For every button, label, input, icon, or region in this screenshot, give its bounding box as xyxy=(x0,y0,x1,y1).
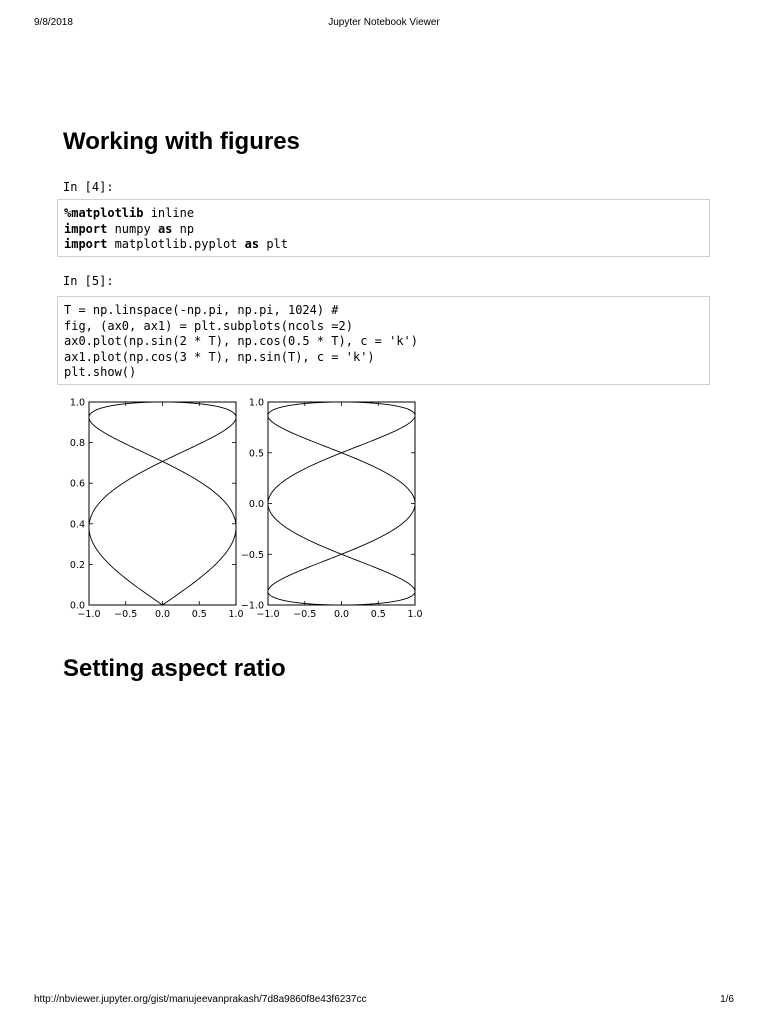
y-tick-label: 1.0 xyxy=(69,397,85,409)
code-text: np xyxy=(172,221,195,236)
x-tick-label: −1.0 xyxy=(77,609,101,620)
cell-prompt-in-5: In [5]: xyxy=(63,274,114,288)
x-tick-label: 1.0 xyxy=(407,609,423,620)
code-cell-5[interactable] xyxy=(57,296,710,385)
code-text: T = np.linspace(-np.pi, np.pi, 1024) # xyxy=(64,303,339,317)
code-line xyxy=(64,222,709,238)
code-line xyxy=(64,206,709,222)
y-tick-label: 0.5 xyxy=(248,448,264,460)
code-keyword: import xyxy=(64,237,108,251)
code-text: inline xyxy=(143,206,195,220)
code-keyword: %matplotlib xyxy=(64,206,144,220)
code-text: ax0.plot(np.sin(2 * T), np.cos(0.5 * T), c = 'k') xyxy=(64,334,419,348)
print-footer xyxy=(0,994,768,1008)
y-tick-label: −1.0 xyxy=(240,600,264,612)
code-line xyxy=(64,319,709,335)
axes-frame xyxy=(89,402,236,605)
code-line xyxy=(64,365,709,381)
heading-working-with-figures: Working with figures xyxy=(63,128,300,155)
print-date: 9/8/2018 xyxy=(34,17,73,28)
code-text: fig, (ax0, ax1) = plt.subplots(ncols =2) xyxy=(64,318,353,333)
series-line xyxy=(268,402,415,605)
x-tick-label: 1.0 xyxy=(228,609,244,620)
subplot-left xyxy=(70,398,244,621)
x-tick-label: −0.5 xyxy=(114,609,138,620)
heading-setting-aspect-ratio: Setting aspect ratio xyxy=(63,655,286,682)
y-tick-label: −0.5 xyxy=(240,549,264,561)
y-tick-label: 0.8 xyxy=(69,438,85,450)
code-text: plt xyxy=(259,237,288,251)
subplot-right xyxy=(241,398,423,621)
figure-output xyxy=(60,392,430,624)
code-line xyxy=(64,334,709,350)
y-tick-label: 0.6 xyxy=(69,478,85,490)
code-line xyxy=(64,237,709,253)
print-title: Jupyter Notebook Viewer xyxy=(328,17,440,28)
x-tick-label: −1.0 xyxy=(256,609,280,620)
x-tick-label: −0.5 xyxy=(293,609,317,620)
y-tick-label: 0.4 xyxy=(69,519,85,531)
y-tick-label: 1.0 xyxy=(248,397,264,409)
code-keyword: as xyxy=(157,221,173,236)
code-line xyxy=(64,303,709,319)
code-text: matplotlib.pyplot xyxy=(107,237,245,251)
x-tick-label: 0.5 xyxy=(370,609,386,620)
code-text: numpy xyxy=(107,221,158,236)
y-tick-label: 0.0 xyxy=(69,600,85,612)
print-header xyxy=(0,17,768,31)
code-text: plt.show() xyxy=(64,365,137,379)
code-cell-4[interactable] xyxy=(57,199,710,257)
x-tick-label: 0.0 xyxy=(333,609,350,620)
x-tick-label: 0.0 xyxy=(154,609,171,620)
cell-prompt-in-4: In [4]: xyxy=(63,180,114,194)
y-tick-label: 0.2 xyxy=(69,559,85,571)
print-url: http://nbviewer.jupyter.org/gist/manujeevanprakash/7d8a9860f8e43f6237cc xyxy=(34,994,367,1005)
x-tick-label: 0.5 xyxy=(191,609,207,620)
code-keyword: import xyxy=(64,221,108,236)
y-tick-label: 0.0 xyxy=(248,499,264,510)
code-line xyxy=(64,350,709,366)
code-text: ax1.plot(np.cos(3 * T), np.sin(T), c = 'k') xyxy=(64,349,375,364)
code-keyword: as xyxy=(244,237,260,251)
print-page-number: 1/6 xyxy=(720,994,734,1005)
series-line xyxy=(89,402,236,605)
